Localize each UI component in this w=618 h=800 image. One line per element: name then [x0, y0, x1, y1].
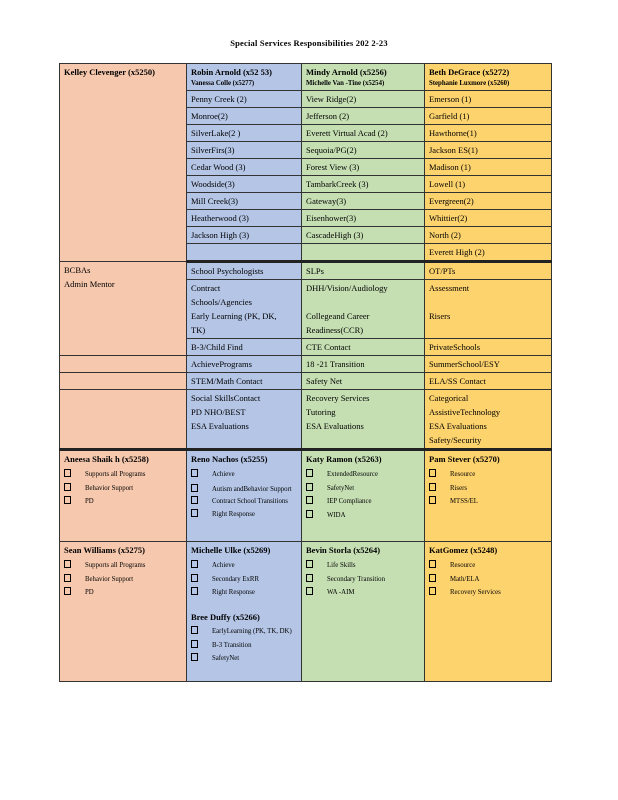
list-item: Behavior Support — [64, 573, 182, 587]
school-cell: Heatherwood (3) — [187, 210, 302, 227]
program-cell — [302, 280, 425, 339]
program-cell — [187, 390, 302, 450]
table-row — [60, 262, 552, 280]
robin-cell — [187, 64, 302, 91]
school-cell: Monroe(2) — [187, 108, 302, 125]
program-label: PD NHO/BEST — [191, 407, 246, 417]
school-cell: CascadeHigh (3) — [302, 227, 425, 244]
program-label: TK) — [191, 325, 206, 335]
staff-name: Michelle Van -Tine (x5254) — [306, 80, 385, 87]
list-item: Right Response — [191, 586, 297, 600]
program-label: ESA Evaluations — [429, 421, 487, 431]
table-row — [60, 64, 552, 91]
school-cell: Eisenhower(3) — [302, 210, 425, 227]
checkbox-icon — [429, 496, 436, 504]
staff-name: Kelley Clevenger (x5250) — [64, 67, 155, 77]
duty-list — [191, 468, 297, 521]
staff-name: Stephanie Luxmore (x5260) — [429, 80, 510, 87]
checkbox-icon — [191, 560, 198, 568]
program-cell: School Psychologists — [187, 262, 302, 280]
school-cell: Everett High (2) — [425, 244, 552, 262]
duty-list — [64, 559, 182, 600]
list-item: WIDA — [306, 509, 420, 523]
duty-list — [64, 468, 182, 509]
program-label: Safety/Security — [429, 435, 482, 445]
program-label: ESA Evaluations — [191, 421, 249, 431]
checkbox-icon — [306, 496, 313, 504]
list-item: WA -AIM — [306, 586, 420, 600]
program-label: Assessment — [429, 283, 470, 293]
school-cell: Lowell (1) — [425, 176, 552, 193]
list-item: Resource — [429, 559, 547, 573]
list-item: Risers — [429, 482, 547, 496]
school-cell: Hawthorne(1) — [425, 125, 552, 142]
checkbox-icon — [306, 560, 313, 568]
checkbox-icon — [306, 469, 313, 477]
checkbox-icon — [64, 560, 71, 568]
list-item: Supports all Programs — [64, 559, 182, 573]
list-item: Secondary ExRR — [191, 573, 297, 587]
staff-cell — [60, 542, 187, 682]
staff-name: Bree Duffy (x5266) — [191, 611, 260, 622]
table-row — [60, 373, 552, 390]
school-cell: Penny Creek (2) — [187, 91, 302, 108]
list-item: Supports all Programs — [64, 468, 182, 482]
list-item: B-3 Transition — [191, 639, 297, 653]
school-cell: Evergreen(2) — [425, 193, 552, 210]
school-cell: SilverFirs(3) — [187, 142, 302, 159]
list-item: Life Skills — [306, 559, 420, 573]
list-item: Right Response — [191, 508, 297, 522]
checkbox-icon — [306, 574, 313, 582]
list-item: PD — [64, 586, 182, 600]
program-label: Recovery Services — [306, 393, 370, 403]
list-item: Autism andBehavior Support — [191, 484, 297, 494]
list-item: Secondary Transition — [306, 573, 420, 587]
checkbox-icon — [306, 483, 313, 491]
list-item: EarlyLearning (PK, TK, DK) — [191, 626, 297, 637]
checkbox-icon — [306, 587, 313, 595]
mindy-cell — [302, 64, 425, 91]
responsibilities-table — [59, 63, 552, 682]
duty-list — [191, 626, 297, 666]
school-cell: Emerson (1) — [425, 91, 552, 108]
program-label: AssistiveTechnology — [429, 407, 501, 417]
school-cell: North (2) — [425, 227, 552, 244]
school-cell: Garfield (1) — [425, 108, 552, 125]
list-item: Math/ELA — [429, 573, 547, 587]
program-cell — [425, 390, 552, 450]
program-label: Social SkillsContact — [191, 393, 261, 403]
school-cell: Everett Virtual Acad (2) — [302, 125, 425, 142]
checkbox-icon — [191, 469, 198, 477]
staff-cell — [187, 542, 302, 682]
checkbox-icon — [64, 483, 71, 491]
school-cell — [302, 244, 425, 262]
table-row — [60, 356, 552, 373]
checkbox-icon — [429, 469, 436, 477]
checkbox-icon — [191, 509, 198, 517]
school-cell: Whittier(2) — [425, 210, 552, 227]
staff-cell — [302, 450, 425, 542]
table-row — [60, 450, 552, 542]
list-item: SafetyNet — [191, 652, 297, 666]
program-label: DHH/Vision/Audiology — [306, 283, 388, 293]
empty-cell — [60, 373, 187, 390]
empty-cell — [60, 356, 187, 373]
program-label: ESA Evaluations — [306, 421, 364, 431]
staff-cell — [425, 450, 552, 542]
program-cell: ELA/SS Contact — [425, 373, 552, 390]
program-cell: CTE Contact — [302, 339, 425, 356]
program-label: Tutoring — [306, 407, 336, 417]
list-item: ExtendedResource — [306, 468, 420, 482]
school-cell: Jackson High (3) — [187, 227, 302, 244]
checkbox-icon — [64, 587, 71, 595]
program-cell: B-3/Child Find — [187, 339, 302, 356]
bcba-cell — [60, 262, 187, 339]
program-label: Early Learning (PK, DK, — [191, 311, 277, 321]
page-title: Special Services Responsibilities 202 2-23 — [230, 38, 388, 48]
program-cell: 18 -21 Transition — [302, 356, 425, 373]
checkbox-icon — [64, 496, 71, 504]
checkbox-icon — [191, 484, 198, 492]
program-cell: AchievePrograms — [187, 356, 302, 373]
program-label: Schools/Agencies — [191, 297, 252, 307]
staff-name: Vanessa Colle (x5277) — [191, 80, 255, 87]
checkbox-icon — [429, 483, 436, 491]
checkbox-icon — [191, 626, 198, 634]
checkbox-icon — [306, 510, 313, 518]
checkbox-icon — [191, 574, 198, 582]
checkbox-icon — [191, 640, 198, 648]
checkbox-icon — [191, 653, 198, 661]
program-label: Risers — [429, 311, 451, 321]
program-label: Contract — [191, 283, 221, 293]
duty-list — [429, 468, 547, 509]
program-cell: STEM/Math Contact — [187, 373, 302, 390]
empty-cell — [60, 390, 187, 450]
checkbox-icon — [429, 574, 436, 582]
table-row — [60, 339, 552, 356]
school-cell: Forest View (3) — [302, 159, 425, 176]
table-row — [60, 542, 552, 682]
program-cell: Safety Net — [302, 373, 425, 390]
school-cell: TambarkCreek (3) — [302, 176, 425, 193]
staff-name: Aneesa Shaik h (x5258) — [64, 454, 149, 464]
list-item: Achieve — [191, 468, 297, 482]
checkbox-icon — [429, 560, 436, 568]
list-item: Recovery Services — [429, 586, 547, 600]
staff-cell — [187, 450, 302, 542]
list-item: Resource — [429, 468, 547, 482]
school-cell: Jefferson (2) — [302, 108, 425, 125]
staff-name: Pam Stever (x5270) — [429, 454, 500, 464]
program-cell: PrivateSchools — [425, 339, 552, 356]
program-label: BCBAs — [64, 265, 91, 275]
list-item: PD — [64, 495, 182, 509]
checkbox-icon — [191, 587, 198, 595]
staff-name: Beth DeGrace (x5272) — [429, 67, 510, 77]
staff-name: Katy Ramon (x5263) — [306, 454, 382, 464]
program-cell: SummerSchool/ESY — [425, 356, 552, 373]
duty-list — [306, 468, 420, 522]
duty-list — [429, 559, 547, 600]
staff-name: Robin Arnold (x52 53) — [191, 67, 272, 77]
checkbox-icon — [64, 469, 71, 477]
checkbox-icon — [64, 574, 71, 582]
spacer — [306, 295, 420, 309]
school-cell: Jackson ES(1) — [425, 142, 552, 159]
program-label: Collegeand Career — [306, 311, 370, 321]
school-cell: Madison (1) — [425, 159, 552, 176]
duty-list — [191, 559, 297, 600]
duty-list — [306, 559, 420, 600]
school-cell: Gateway(3) — [302, 193, 425, 210]
school-cell: View Ridge(2) — [302, 91, 425, 108]
program-label: Admin Mentor — [64, 279, 115, 289]
kelley-cell — [60, 64, 187, 262]
list-item: IEP Compliance — [306, 495, 420, 509]
list-item: Behavior Support — [64, 482, 182, 496]
school-cell: Cedar Wood (3) — [187, 159, 302, 176]
staff-name: Sean Williams (x5275) — [64, 545, 145, 555]
staff-name: Michelle Ulke (x5269) — [191, 545, 271, 555]
table-row — [60, 390, 552, 450]
beth-cell — [425, 64, 552, 91]
school-cell: Woodside(3) — [187, 176, 302, 193]
empty-cell — [60, 339, 187, 356]
program-label: Categorical — [429, 393, 469, 403]
staff-cell — [425, 542, 552, 682]
program-cell: SLPs — [302, 262, 425, 280]
staff-name: Reno Nachos (x5255) — [191, 454, 268, 464]
staff-cell — [302, 542, 425, 682]
school-cell: Mill Creek(3) — [187, 193, 302, 210]
program-cell — [187, 280, 302, 339]
list-item: SafetyNet — [306, 482, 420, 496]
list-item: Contract School Transitions — [191, 496, 297, 506]
checkbox-icon — [429, 587, 436, 595]
program-label: Readiness(CCR) — [306, 325, 364, 335]
staff-name: Bevin Storla (x5264) — [306, 545, 381, 555]
program-cell — [302, 390, 425, 450]
staff-name: Mindy Arnold (x5256) — [306, 67, 387, 77]
program-cell — [425, 280, 552, 339]
school-cell — [187, 244, 302, 262]
staff-cell — [60, 450, 187, 542]
checkbox-icon — [191, 496, 198, 504]
spacer — [429, 295, 547, 309]
list-item: MTSS/EL — [429, 495, 547, 509]
program-cell: OT/PTs — [425, 262, 552, 280]
staff-name: KatGomez (x5248) — [429, 545, 498, 555]
school-cell: SilverLake(2 ) — [187, 125, 302, 142]
list-item: Achieve — [191, 559, 297, 573]
school-cell: Sequoia/PG(2) — [302, 142, 425, 159]
